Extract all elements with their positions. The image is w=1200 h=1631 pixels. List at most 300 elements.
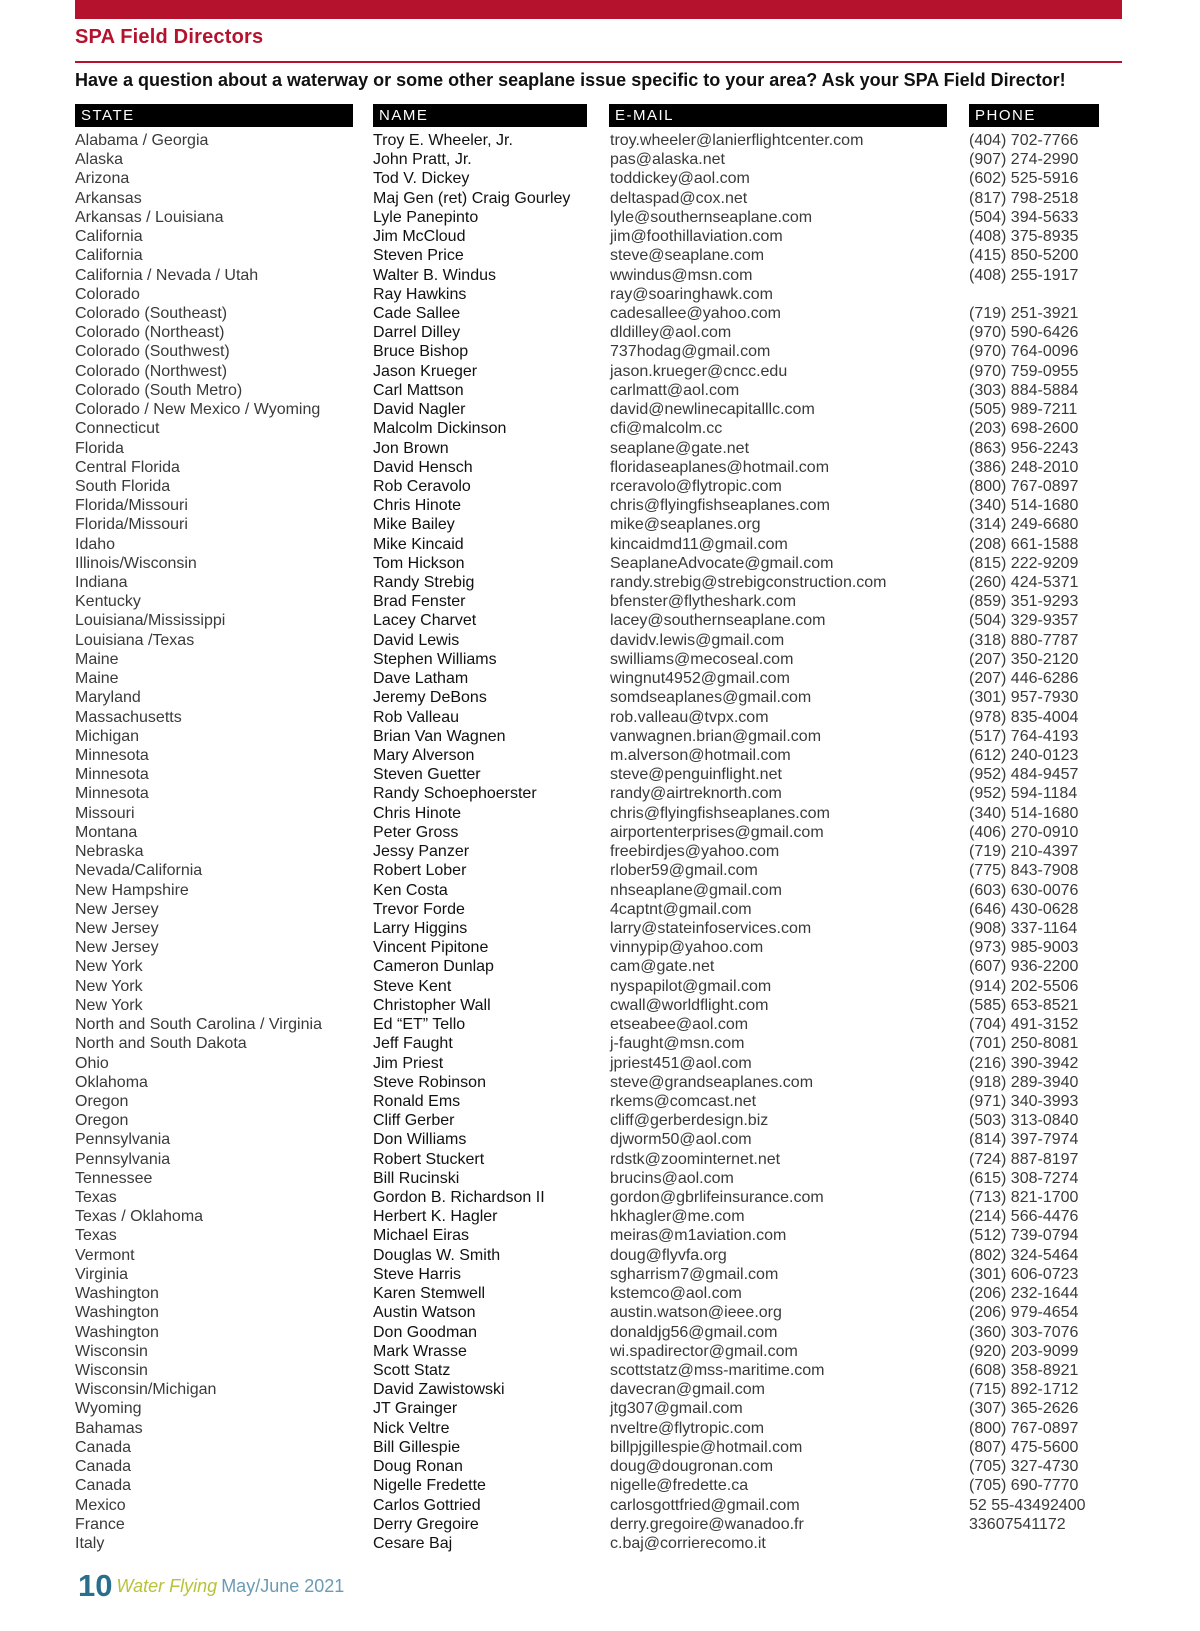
table-row (0, 131, 1200, 150)
name-cell: Ray Hawkins (373, 285, 467, 303)
name-cell: Bruce Bishop (373, 343, 469, 361)
name-cell: Chris Hinote (373, 804, 462, 822)
name-cell: Herbert K. Hagler (373, 1208, 498, 1226)
email-link[interactable]: 737hodag@gmail.com (610, 343, 771, 361)
email-link[interactable]: david@newlinecapitalllc.com (610, 401, 815, 419)
state-cell: Texas / Oklahoma (75, 1208, 204, 1226)
state-cell: Canada (75, 1477, 132, 1495)
state-cell: Italy (75, 1534, 105, 1552)
email-link[interactable]: doug@flyvfa.org (610, 1246, 727, 1264)
name-cell: David Zawistowski (373, 1381, 505, 1399)
phone-cell: (713) 821-1700 (969, 1189, 1079, 1207)
table-row (0, 1188, 1200, 1207)
email-link[interactable]: m.alverson@hotmail.com (610, 747, 791, 764)
state-cell: Maryland (75, 689, 141, 707)
table-row (0, 342, 1200, 361)
phone-cell: (914) 202-5506 (969, 977, 1079, 995)
email-link[interactable]: nigelle@fredette.ca (610, 1477, 749, 1495)
name-cell: Jim Priest (373, 1054, 444, 1072)
state-cell: Texas (75, 1227, 117, 1245)
email-link[interactable]: seaplane@gate.net (610, 439, 750, 457)
table-row (0, 1496, 1200, 1515)
table-row (0, 400, 1200, 419)
table-row (0, 208, 1200, 227)
table-row (0, 1438, 1200, 1457)
phone-cell: (307) 365-2626 (969, 1400, 1079, 1418)
table-row (0, 150, 1200, 169)
state-cell: Bahamas (75, 1419, 143, 1437)
state-cell: Minnesota (75, 766, 149, 784)
table-row (0, 1303, 1200, 1322)
name-cell: Lyle Panepinto (373, 208, 479, 226)
email-link[interactable]: ray@soaringhawk.com (610, 285, 773, 303)
phone-cell: (952) 594-1184 (969, 785, 1078, 803)
email-link[interactable]: j-faught@msn.com (610, 1035, 745, 1053)
intro-text: Have a question about a waterway or some other seaplane issue specific to your area? Ask your SPA Field Director! (75, 70, 1066, 90)
state-cell: Washington (75, 1285, 159, 1303)
table-row (0, 573, 1200, 592)
email-link[interactable]: billpjgillespie@hotmail.com (610, 1438, 803, 1456)
phone-cell: (612) 240-0123 (969, 747, 1079, 764)
table-row (0, 900, 1200, 919)
email-link[interactable]: cwall@worldflight.com (610, 996, 769, 1014)
state-cell: Arkansas / Louisiana (75, 208, 224, 226)
email-link[interactable]: larry@stateinfoservices.com (610, 919, 812, 937)
phone-cell: (585) 653-8521 (969, 996, 1079, 1014)
table-row (0, 919, 1200, 938)
issue-date: May/June 2021 (221, 1575, 345, 1596)
phone-cell: (314) 249-6680 (969, 516, 1079, 534)
phone-cell: (814) 397-7974 (969, 1131, 1079, 1149)
email-link[interactable]: lacey@southernseaplane.com (610, 612, 826, 630)
email-link[interactable]: etseabee@aol.com (610, 1016, 749, 1034)
name-cell: Maj Gen (ret) Craig Gourley (373, 189, 571, 207)
name-cell: Gordon B. Richardson II (373, 1189, 545, 1207)
phone-cell: (970) 759-0955 (969, 362, 1079, 380)
name-cell: Randy Schoephoerster (373, 785, 537, 803)
page-number: 10 (78, 1568, 113, 1603)
state-cell: Minnesota (75, 747, 149, 764)
state-cell: Oregon (75, 1092, 129, 1110)
email-link[interactable]: hkhagler@me.com (610, 1208, 745, 1226)
email-link[interactable]: steve@penguinflight.net (610, 766, 782, 784)
state-cell: Montana (75, 823, 138, 841)
state-cell: Nebraska (75, 843, 144, 861)
table-row (0, 515, 1200, 534)
name-cell: Austin Watson (373, 1304, 476, 1322)
state-cell: Florida (75, 439, 124, 457)
name-cell: Mike Bailey (373, 516, 455, 534)
email-link[interactable]: vanwagnen.brian@gmail.com (610, 727, 822, 745)
state-cell: New York (75, 977, 143, 995)
name-cell: Vincent Pipitone (373, 939, 489, 957)
name-cell: Tod V. Dickey (373, 170, 470, 188)
name-cell: Mike Kincaid (373, 535, 464, 553)
state-cell: Maine (75, 670, 119, 688)
phone-cell: (800) 767-0897 (969, 1419, 1079, 1437)
email-link[interactable]: davecran@gmail.com (610, 1381, 765, 1399)
state-cell: Vermont (75, 1246, 135, 1264)
table-row (0, 266, 1200, 285)
state-cell: Louisiana/Mississippi (75, 612, 226, 630)
state-cell: California / Nevada / Utah (75, 266, 259, 284)
email-link[interactable]: vinnypip@yahoo.com (610, 939, 764, 957)
name-cell: Nigelle Fredette (373, 1477, 486, 1495)
name-cell: Cameron Dunlap (373, 958, 494, 976)
page-footer (78, 1568, 344, 1604)
name-cell: Brad Fenster (373, 593, 466, 611)
phone-cell: (404) 702-7766 (969, 132, 1079, 149)
email-link[interactable]: jim@foothillaviation.com (610, 228, 783, 246)
table-row (0, 1380, 1200, 1399)
email-link[interactable]: floridaseaplanes@hotmail.com (610, 458, 830, 476)
table-row (0, 746, 1200, 765)
state-cell: Arkansas (75, 189, 142, 207)
name-cell: Jim McCloud (373, 228, 466, 246)
column-header-phone: PHONE (969, 104, 1099, 127)
table-row (0, 1534, 1200, 1553)
table-row (0, 554, 1200, 573)
email-link[interactable]: davidv.lewis@gmail.com (610, 631, 785, 649)
state-cell: Virginia (75, 1265, 129, 1283)
name-cell: Rob Ceravolo (373, 477, 471, 495)
state-cell: New Jersey (75, 919, 159, 937)
email-link[interactable]: djworm50@aol.com (610, 1131, 752, 1149)
phone-cell: (807) 475-5600 (969, 1438, 1079, 1456)
table-row (0, 1399, 1200, 1418)
phone-cell: (207) 350-2120 (969, 650, 1079, 668)
email-link[interactable]: jtg307@gmail.com (610, 1400, 743, 1418)
phone-cell: (715) 892-1712 (969, 1381, 1079, 1399)
table-row (0, 1054, 1200, 1073)
magazine-name: Water Flying (116, 1575, 218, 1596)
phone-cell: (607) 936-2200 (969, 958, 1079, 976)
name-cell: Doug Ronan (373, 1458, 463, 1476)
state-cell: Maine (75, 650, 119, 668)
column-header-state: STATE (75, 104, 353, 127)
table-row (0, 592, 1200, 611)
phone-cell: (206) 232-1644 (969, 1285, 1079, 1303)
state-cell: Missouri (75, 804, 135, 822)
email-link[interactable]: bfenster@flytheshark.com (610, 593, 797, 611)
table-row (0, 1476, 1200, 1495)
email-link[interactable]: steve@seaplane.com (610, 247, 765, 265)
name-cell: Malcolm Dickinson (373, 420, 507, 438)
state-cell: Colorado / New Mexico / Wyoming (75, 401, 321, 419)
phone-cell: (406) 270-0910 (969, 823, 1079, 841)
state-cell: Idaho (75, 535, 116, 553)
email-link[interactable]: nveltre@flytropic.com (610, 1419, 765, 1437)
table-row (0, 957, 1200, 976)
section-title: SPA Field Directors (75, 26, 264, 48)
name-cell: David Nagler (373, 401, 466, 419)
email-link[interactable]: carlosgottfried@gmail.com (610, 1496, 800, 1514)
name-cell: Walter B. Windus (373, 266, 496, 284)
column-header-email: E-MAIL (609, 104, 947, 127)
name-cell: Lacey Charvet (373, 612, 477, 630)
email-link[interactable]: doug@dougronan.com (610, 1458, 774, 1476)
table-row (0, 1361, 1200, 1380)
email-link[interactable]: airportenterprises@gmail.com (610, 823, 824, 841)
phone-cell: (815) 222-9209 (969, 554, 1079, 572)
name-cell: Stephen Williams (373, 650, 497, 668)
table-row (0, 1034, 1200, 1053)
email-link[interactable]: rob.valleau@tvpx.com (610, 708, 769, 726)
name-cell: Troy E. Wheeler, Jr. (373, 132, 513, 149)
state-cell: France (75, 1515, 125, 1533)
phone-cell: (863) 956-2243 (969, 439, 1079, 457)
email-link[interactable]: nyspapilot@gmail.com (610, 977, 772, 995)
email-link[interactable]: 4captnt@gmail.com (610, 900, 752, 918)
name-cell: Bill Rucinski (373, 1169, 460, 1187)
table-row (0, 631, 1200, 650)
email-link[interactable]: randy@airtreknorth.com (610, 785, 782, 803)
phone-cell: (970) 764-0096 (969, 343, 1079, 361)
name-cell: Steven Guetter (373, 766, 481, 784)
email-link[interactable]: rceravolo@flytropic.com (610, 477, 782, 495)
table-row (0, 535, 1200, 554)
state-cell: New York (75, 958, 143, 976)
table-row (0, 996, 1200, 1015)
email-link[interactable]: rkems@comcast.net (610, 1092, 757, 1110)
phone-cell: (602) 525-5916 (969, 170, 1079, 188)
name-cell: Randy Strebig (373, 574, 475, 592)
phone-cell: (260) 424-5371 (969, 574, 1079, 592)
state-cell: Washington (75, 1323, 159, 1341)
email-link[interactable]: kincaidmd11@gmail.com (610, 535, 788, 553)
phone-cell: (800) 767-0897 (969, 477, 1079, 495)
phone-cell: (206) 979-4654 (969, 1304, 1079, 1322)
phone-cell: (408) 255-1917 (969, 266, 1079, 284)
phone-cell: (646) 430-0628 (969, 900, 1079, 918)
table-row (0, 1226, 1200, 1245)
phone-cell: (301) 957-7930 (969, 689, 1079, 707)
email-link[interactable]: wwindus@msn.com (610, 266, 753, 284)
email-link[interactable]: donaldjg56@gmail.com (610, 1323, 778, 1341)
email-link[interactable]: lyle@southernseaplane.com (610, 208, 813, 226)
email-link[interactable]: troy.wheeler@lanierflightcenter.com (610, 132, 864, 149)
table-row (0, 727, 1200, 746)
table-row (0, 458, 1200, 477)
table-row (0, 323, 1200, 342)
table-row (0, 977, 1200, 996)
phone-cell: (318) 880-7787 (969, 631, 1079, 649)
table-row (0, 1169, 1200, 1188)
state-cell: Colorado (South Metro) (75, 381, 243, 399)
table-row (0, 246, 1200, 265)
phone-cell: (408) 375-8935 (969, 228, 1079, 246)
name-cell: Peter Gross (373, 823, 459, 841)
table-row (0, 1015, 1200, 1034)
email-link[interactable]: deltaspad@cox.net (610, 189, 748, 207)
name-cell: Trevor Forde (373, 900, 465, 918)
state-cell: Kentucky (75, 593, 141, 611)
table-row (0, 804, 1200, 823)
email-link[interactable]: pas@alaska.net (610, 151, 725, 169)
email-link[interactable]: somdseaplanes@gmail.com (610, 689, 812, 707)
email-link[interactable]: kstemco@aol.com (610, 1285, 742, 1303)
name-cell: John Pratt, Jr. (373, 151, 472, 169)
email-link[interactable]: wingnut4952@gmail.com (610, 670, 790, 688)
state-cell: Canada (75, 1438, 132, 1456)
name-cell: Tom Hickson (373, 554, 465, 572)
name-cell: Jeremy DeBons (373, 689, 487, 707)
email-link[interactable]: wi.spadirector@gmail.com (610, 1342, 798, 1360)
state-cell: Wyoming (75, 1400, 142, 1418)
table-row (0, 285, 1200, 304)
phone-cell: (216) 390-3942 (969, 1054, 1079, 1072)
phone-cell: (517) 764-4193 (969, 727, 1079, 745)
email-link[interactable]: gordon@gbrlifeinsurance.com (610, 1189, 824, 1207)
state-cell: New York (75, 996, 143, 1014)
state-cell: Colorado (Southwest) (75, 343, 230, 361)
email-link[interactable]: cadesallee@yahoo.com (610, 304, 782, 322)
phone-cell: (360) 303-7076 (969, 1323, 1079, 1341)
name-cell: Darrel Dilley (373, 324, 461, 342)
name-cell: Douglas W. Smith (373, 1246, 501, 1264)
table-row (0, 304, 1200, 323)
name-cell: Larry Higgins (373, 919, 468, 937)
email-link[interactable]: derry.gregoire@wanadoo.fr (610, 1515, 804, 1533)
name-cell: Jon Brown (373, 439, 449, 457)
phone-cell: 33607541172 (969, 1515, 1066, 1533)
name-cell: Mary Alverson (373, 747, 475, 764)
name-cell: Chris Hinote (373, 497, 462, 515)
state-cell: Oregon (75, 1112, 129, 1130)
table-row (0, 496, 1200, 515)
state-cell: Alabama / Georgia (75, 132, 209, 149)
table-row (0, 1342, 1200, 1361)
table-row (0, 381, 1200, 400)
email-link[interactable]: austin.watson@ieee.org (610, 1304, 782, 1322)
name-cell: Steve Kent (373, 977, 452, 995)
table-row (0, 611, 1200, 630)
table-row (0, 823, 1200, 842)
email-link[interactable]: cliff@gerberdesign.biz (610, 1112, 769, 1130)
phone-cell: (859) 351-9293 (969, 593, 1079, 611)
phone-cell: (719) 251-3921 (969, 304, 1079, 322)
email-link[interactable]: cam@gate.net (610, 958, 715, 976)
email-link[interactable]: randy.strebig@strebigconstruction.com (610, 574, 887, 592)
email-link[interactable]: swilliams@mecoseal.com (610, 650, 794, 668)
state-cell: Florida/Missouri (75, 516, 188, 534)
email-link[interactable]: carlmatt@aol.com (610, 381, 740, 399)
name-cell: Bill Gillespie (373, 1438, 461, 1456)
phone-cell: (920) 203-9099 (969, 1342, 1079, 1360)
name-cell: JT Grainger (373, 1400, 458, 1418)
state-cell: Florida/Missouri (75, 497, 188, 515)
table-row (0, 1246, 1200, 1265)
email-link[interactable]: rlober59@gmail.com (610, 862, 758, 880)
email-link[interactable]: dldilley@aol.com (610, 324, 732, 342)
phone-cell: (386) 248-2010 (969, 458, 1079, 476)
state-cell: Canada (75, 1458, 132, 1476)
state-cell: California (75, 228, 143, 246)
table-row (0, 362, 1200, 381)
phone-cell: (817) 798-2518 (969, 189, 1079, 207)
email-link[interactable]: chris@flyingfishseaplanes.com (610, 804, 830, 822)
phone-cell: (775) 843-7908 (969, 862, 1079, 880)
email-link[interactable]: chris@flyingfishseaplanes.com (610, 497, 830, 515)
table-row (0, 1284, 1200, 1303)
table-row (0, 477, 1200, 496)
table-row (0, 1150, 1200, 1169)
state-cell: Mexico (75, 1496, 126, 1514)
email-link[interactable]: brucins@aol.com (610, 1169, 734, 1187)
phone-cell: (608) 358-8921 (969, 1362, 1079, 1379)
email-link[interactable]: jpriest451@aol.com (610, 1054, 752, 1072)
email-link[interactable]: cfi@malcolm.cc (610, 420, 723, 438)
state-cell: Illinois/Wisconsin (75, 554, 197, 572)
phone-cell: (978) 835-4004 (969, 708, 1079, 726)
email-link[interactable]: sgharrism7@gmail.com (610, 1265, 779, 1283)
phone-cell: (908) 337-1164 (969, 919, 1078, 937)
email-link[interactable]: toddickey@aol.com (610, 170, 750, 188)
table-row (0, 189, 1200, 208)
name-cell: Scott Statz (373, 1362, 451, 1379)
name-cell: Jeff Faught (373, 1035, 453, 1053)
name-cell: Christopher Wall (373, 996, 491, 1014)
email-link[interactable]: freebirdjes@yahoo.com (610, 843, 780, 861)
state-cell: Michigan (75, 727, 140, 745)
phone-cell: (970) 590-6426 (969, 324, 1079, 342)
table-row (0, 227, 1200, 246)
phone-cell: (340) 514-1680 (969, 497, 1079, 515)
table-row (0, 169, 1200, 188)
phone-cell: (203) 698-2600 (969, 420, 1079, 438)
name-cell: Mark Wrasse (373, 1342, 467, 1360)
name-cell: Carlos Gottried (373, 1496, 481, 1514)
state-cell: Alaska (75, 151, 124, 169)
phone-cell: (907) 274-2990 (969, 151, 1079, 169)
email-link[interactable]: jason.krueger@cncc.edu (610, 362, 788, 380)
table-row (0, 688, 1200, 707)
email-link[interactable]: meiras@m1aviation.com (610, 1227, 787, 1245)
phone-cell: (705) 327-4730 (969, 1458, 1079, 1476)
email-link[interactable]: rdstk@zoominternet.net (610, 1150, 781, 1168)
name-cell: Ed “ET” Tello (373, 1016, 466, 1034)
phone-cell: (615) 308-7274 (969, 1169, 1079, 1187)
name-cell: Ken Costa (373, 881, 448, 899)
email-link[interactable]: SeaplaneAdvocate@gmail.com (610, 554, 834, 572)
email-link[interactable]: c.baj@corrierecomo.it (610, 1534, 766, 1552)
table-row (0, 1457, 1200, 1476)
state-cell: Colorado (Northeast) (75, 324, 225, 342)
state-cell: Pennsylvania (75, 1131, 171, 1149)
name-cell: Derry Gregoire (373, 1515, 479, 1533)
email-link[interactable]: mike@seaplanes.org (610, 516, 761, 534)
name-cell: Steven Price (373, 247, 464, 265)
table-row (0, 1111, 1200, 1130)
table-row (0, 650, 1200, 669)
phone-cell: (724) 887-8197 (969, 1150, 1079, 1168)
name-cell: Karen Stemwell (373, 1285, 486, 1303)
email-link[interactable]: nhseaplane@gmail.com (610, 881, 782, 899)
phone-cell: (973) 985-9003 (969, 939, 1079, 957)
state-cell: Minnesota (75, 785, 149, 803)
state-cell: Colorado (Northwest) (75, 362, 228, 380)
phone-cell: (504) 329-9357 (969, 612, 1079, 630)
phone-cell: (512) 739-0794 (969, 1227, 1079, 1245)
top-color-bar (75, 0, 1122, 19)
email-link[interactable]: steve@grandseaplanes.com (610, 1073, 814, 1091)
name-cell: Brian Van Wagnen (373, 727, 506, 745)
phone-cell: (719) 210-4397 (969, 843, 1079, 861)
state-cell: Tennessee (75, 1169, 153, 1187)
email-link[interactable]: scottstatz@mss-maritime.com (610, 1362, 825, 1379)
state-cell: New Hampshire (75, 881, 189, 899)
state-cell: Arizona (75, 170, 130, 188)
